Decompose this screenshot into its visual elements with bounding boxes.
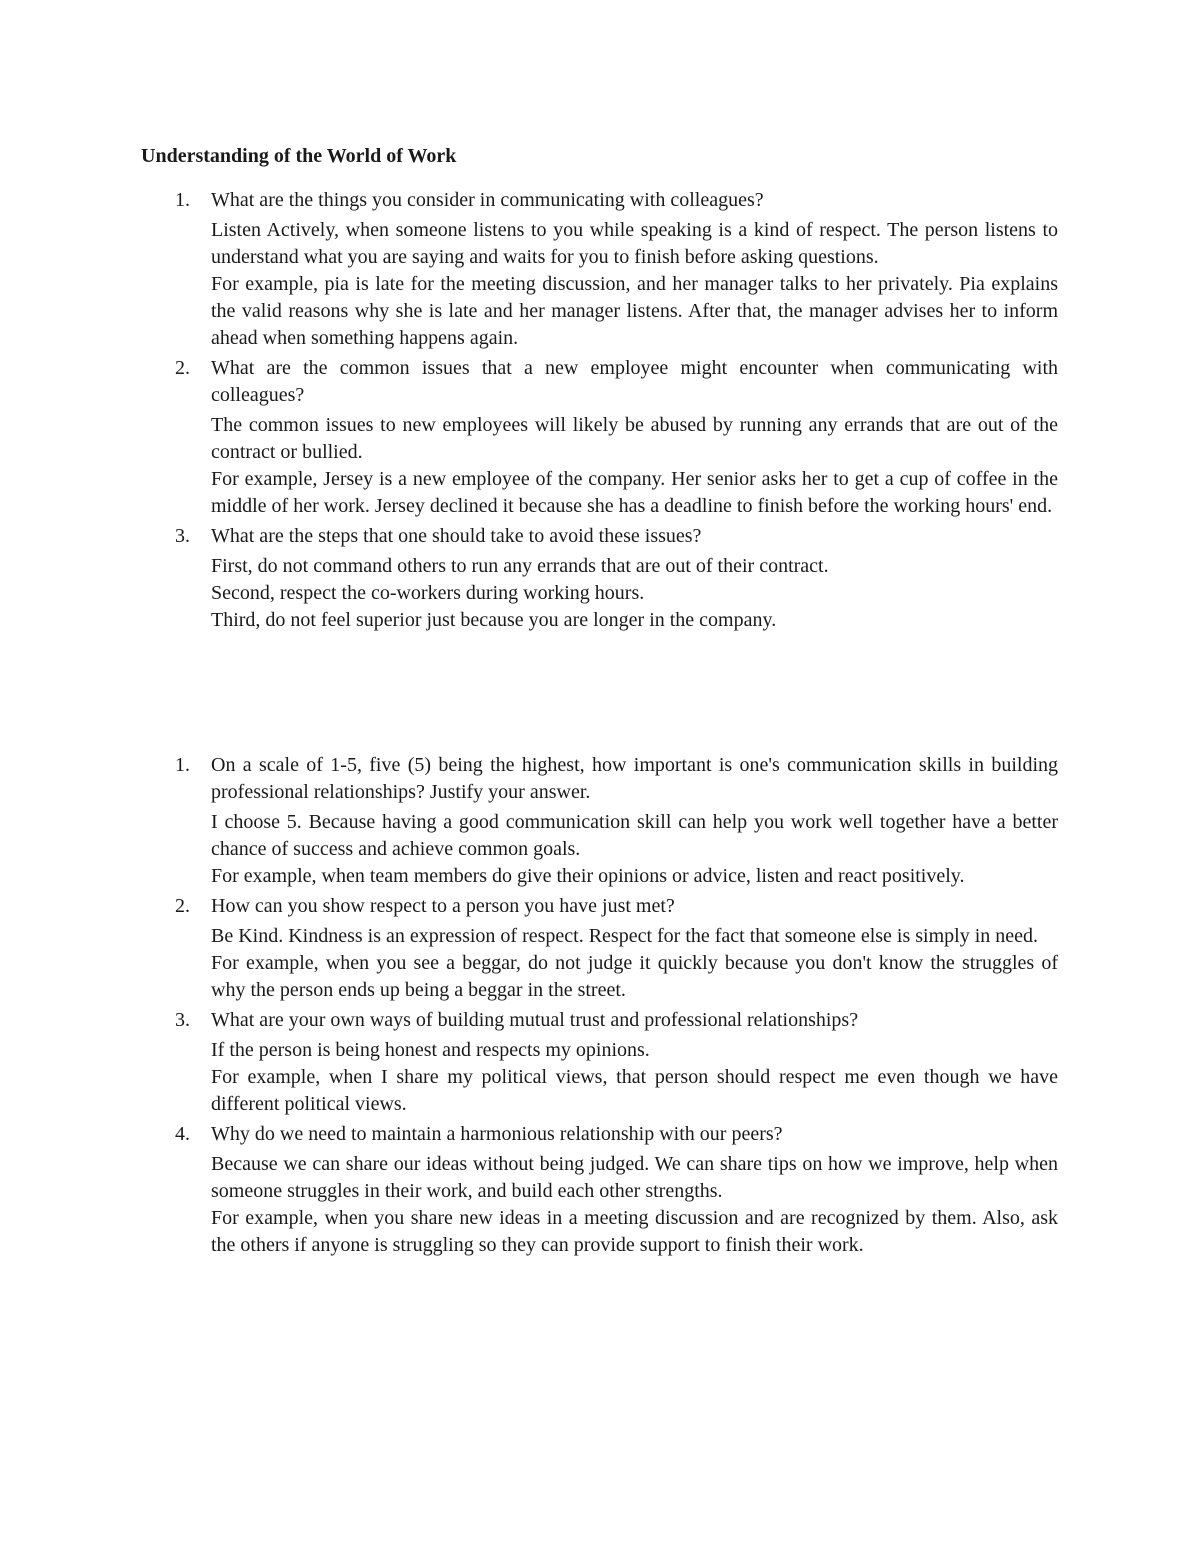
list-item xyxy=(0,752,1200,890)
question-list-2 xyxy=(0,752,1200,1259)
answer-text: I choose 5. Because having a good communication skill can help you work well together have a better chance of success and achieve common goals. xyxy=(211,811,1058,860)
item-number: 2. xyxy=(175,357,190,379)
item-number: 3. xyxy=(175,1009,190,1031)
answer-example: For example, when you see a beggar, do not judge it quickly because you don't know the struggles of why the person ends up being a beggar in the street. xyxy=(211,952,1058,1001)
answer-text: Third, do not feel superior just because you are longer in the company. xyxy=(211,609,777,631)
list-item xyxy=(0,187,1200,352)
answer-text: Second, respect the co-workers during working hours. xyxy=(211,582,645,604)
list-item xyxy=(0,523,1200,634)
list-item xyxy=(0,1121,1200,1259)
document-title: Understanding of the World of Work xyxy=(141,145,457,167)
answer-example: For example, when I share my political views, that person should respect me even though we have different political views. xyxy=(211,1066,1058,1115)
question-text: How can you show respect to a person you have just met? xyxy=(211,895,675,917)
answer-text: The common issues to new employees will likely be abused by running any errands that are out of the contract or bullied. xyxy=(211,414,1058,463)
item-number: 4. xyxy=(175,1123,190,1145)
answer-example: For example, Jersey is a new employee of the company. Her senior asks her to get a cup of coffee in the middle of her work. Jersey declined it because she has a deadline to finish before the working hours' end. xyxy=(211,468,1058,517)
question-text: What are the common issues that a new employee might encounter when communicating with colleagues? xyxy=(211,357,1058,406)
question-text: What are the things you consider in communicating with colleagues? xyxy=(211,189,764,211)
question-text: Why do we need to maintain a harmonious relationship with our peers? xyxy=(211,1123,783,1145)
item-number: 1. xyxy=(175,189,190,211)
item-number: 3. xyxy=(175,525,190,547)
answer-example: For example, when team members do give their opinions or advice, listen and react positively. xyxy=(211,865,965,887)
list-item xyxy=(0,355,1200,520)
answer-example: For example, pia is late for the meeting discussion, and her manager talks to her privately. Pia explains the valid reasons why she is late and her manager listens. After that, the manager advises her to inform ahead when something happens again. xyxy=(211,273,1058,349)
answer-example: For example, when you share new ideas in a meeting discussion and are recognized by them. Also, ask the others if anyone is struggling so they can provide support to finish their work. xyxy=(211,1207,1058,1256)
answer-text: First, do not command others to run any errands that are out of their contract. xyxy=(211,555,829,577)
list-item xyxy=(0,1007,1200,1118)
question-list-1 xyxy=(0,187,1200,634)
answer-text: Because we can share our ideas without being judged. We can share tips on how we improve, help when someone struggles in their work, and build each other strengths. xyxy=(211,1153,1058,1202)
question-text: What are your own ways of building mutual trust and professional relationships? xyxy=(211,1009,859,1031)
item-number: 2. xyxy=(175,895,190,917)
answer-text: Be Kind. Kindness is an expression of respect. Respect for the fact that someone else is simply in need. xyxy=(211,925,1039,947)
question-text: What are the steps that one should take to avoid these issues? xyxy=(211,525,702,547)
list-item xyxy=(0,893,1200,1004)
item-number: 1. xyxy=(175,754,190,776)
question-text: On a scale of 1-5, five (5) being the highest, how important is one's communication skills in building professional relationships? Justify your answer. xyxy=(211,754,1058,803)
answer-text: Listen Actively, when someone listens to you while speaking is a kind of respect. The person listens to understand what you are saying and waits for you to finish before asking questions. xyxy=(211,219,1058,268)
answer-text: If the person is being honest and respects my opinions. xyxy=(211,1039,650,1061)
